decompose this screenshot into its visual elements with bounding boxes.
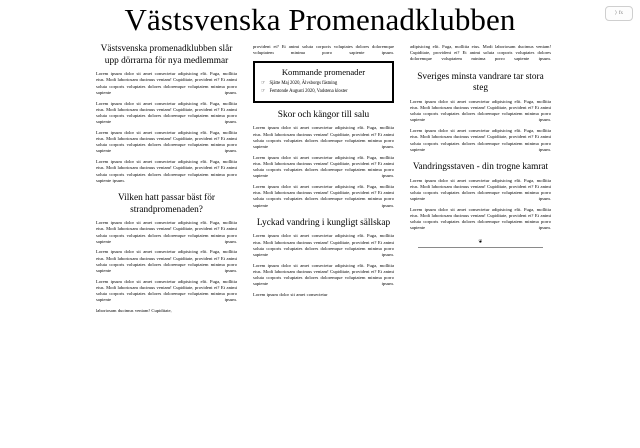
- article-paragraph: Lorem ipsum dolor sit amet consectetur adipisicing elit. Fuga, mollitia eius. Modi laboriosam ducimus veniam! Cupiditate, provident et? Et animi soluta corporis voluptates dolores doloremque voluptatem minima porro sapiente ipsum.: [96, 220, 237, 244]
- article-paragraph: Lorem ipsum dolor sit amet consectetur adipisicing elit. Fuga, mollitia eius. Modi laboriosam ducimus veniam! Cupiditate, provident et? Et animi soluta corporis voluptates dolores doloremque voluptatem minima porro sapiente ipsum.: [96, 278, 237, 303]
- article-paragraph: Lorem ipsum dolor sit amet consectetur adipisicing elit. Fuga, mollitia eius. Modi laboriosam ducimus veniam! Cupiditate, provident et? Et animi soluta corporis voluptates dolores doloremque voluptatem minima porro sapiente ipsum.: [96, 71, 237, 95]
- article-paragraph: Lorem ipsum dolor sit amet consectetur adipisicing elit. Fuga, mollitia eius. Modi laboriosam ducimus veniam! Cupiditate, provident et? Et animi soluta corporis voluptates dolores doloremque voluptatem minima porro sapiente ipsum.: [253, 262, 394, 287]
- column-right: [410, 44, 551, 248]
- article-paragraph: Lorem ipsum dolor sit amet consectetur adipisicing elit. Fuga, mollitia eius. Modi laboriosam ducimus veniam! Cupiditate, provident et? Et animi soluta corporis voluptates dolores doloremque voluptatem minima porro sapiente ipsum.: [410, 98, 551, 123]
- article-paragraph: Lorem ipsum dolor sit amet consectetur adipisicing elit. Fuga, mollitia eius. Modi laboriosam ducimus veniam! Cupiditate, provident et? Et animi soluta corporis voluptates dolores doloremque voluptatem minima porro sapiente ipsum.: [96, 249, 237, 274]
- article-skor: [253, 110, 394, 209]
- article-paragraph: adipisicing elit. Fuga, mollitia eius. Modi laboriosam ducimus veniam! Cupiditate, provident et? Et animi soluta corporis voluptates dolores doloremque voluptatem minima porro sapiente ipsum.: [410, 44, 551, 62]
- article-paragraph: Lorem ipsum dolor sit amet consectetur adipisicing elit. Fuga, mollitia eius. Modi laboriosam ducimus veniam! Cupiditate, provident et? Et animi soluta corporis voluptates dolores doloremque voluptatem minima porro sapiente ipsum.: [410, 206, 551, 231]
- divider-rule: [418, 247, 542, 248]
- pointing-hand-icon: ☞: [261, 89, 266, 95]
- article-paragraph: Lorem ipsum dolor sit amet consectetur: [253, 291, 328, 297]
- article-paragraph: provident et? Et animi soluta corporis voluptates dolores doloremque voluptatem minima porro sapiente ipsum.: [253, 44, 394, 56]
- column-left: [96, 44, 237, 314]
- pointing-hand-icon: ☞: [261, 80, 266, 86]
- corner-badge[interactable]: [605, 6, 633, 21]
- article-paragraph: Lorem ipsum dolor sit amet consectetur adipisicing elit. Fuga, mollitia eius. Modi laboriosam ducimus veniam! Cupiditate, provident et? Et animi soluta corporis voluptates dolores doloremque voluptatem minima porro sapiente ipsum.: [410, 128, 551, 152]
- page-title: Västsvenska Promenadklubben: [124, 2, 516, 37]
- article-paragraph: Lorem ipsum dolor sit amet consectetur adipisicing elit. Fuga, mollitia eius. Modi laboriosam ducimus veniam! Cupiditate, provident et? Et animi soluta corporis voluptates dolores doloremque voluptatem minima porro sapiente ipsum.: [96, 159, 237, 183]
- callout-list: [261, 81, 386, 96]
- newspaper-sheet: [96, 44, 551, 448]
- article-headline: Vandringsstaven - din trogne kamrat: [412, 161, 549, 172]
- article-paragraph: Lorem ipsum dolor sit amet consectetur adipisicing elit. Fuga, mollitia eius. Modi laboriosam ducimus veniam! Cupiditate, provident et? Et animi soluta corporis voluptates dolores doloremque voluptatem minima porro sapiente ipsum.: [410, 177, 551, 202]
- article-paragraph: Lorem ipsum dolor sit amet consectetur adipisicing elit. Fuga, mollitia eius. Modi laboriosam ducimus veniam! Cupiditate, provident et? Et animi soluta corporis voluptates dolores doloremque voluptatem minima porro sapiente ipsum.: [253, 183, 394, 208]
- callout-title: Kommande promenader: [281, 66, 366, 77]
- article-headline: Sveriges minsta vandrare tar stora steg: [417, 71, 544, 94]
- article-paragraph: laboriosam ducimus veniam! Cupiditate,: [96, 308, 172, 314]
- article-headline: Västsvenska promenadklubben slår upp dörrarna för nya medlemmar: [100, 44, 233, 66]
- list-item-label: Sjätte Maj 2020, Älvsborgs fästning: [269, 80, 338, 86]
- article-kungligt: [253, 218, 394, 298]
- article-paragraph: Lorem ipsum dolor sit amet consectetur adipisicing elit. Fuga, mollitia eius. Modi laboriosam ducimus veniam! Cupiditate, provident et? Et animi soluta corporis voluptates dolores doloremque voluptatem minima porro sapiente ipsum.: [96, 129, 237, 154]
- floral-heart-icon: ❦: [478, 239, 483, 245]
- article-headline: Lyckad vandring i kungligt sällskap: [256, 217, 391, 228]
- column-middle: [253, 44, 394, 298]
- article-vandringsstaven: [410, 162, 551, 232]
- list-item: [261, 89, 386, 95]
- list-item: [261, 81, 386, 87]
- chevron-right-icon: ⟩: [614, 11, 617, 16]
- masthead: [0, 0, 640, 38]
- kommande-promenader-callout: [253, 61, 394, 103]
- list-item-label: Femtonde Augusti 2020, Vadstena kloster: [269, 89, 348, 95]
- article-headline: Vilken hatt passar bäst för strandpromenaden?: [117, 192, 216, 215]
- article-paragraph: Lorem ipsum dolor sit amet consectetur adipisicing elit. Fuga, mollitia eius. Modi laboriosam ducimus veniam! Cupiditate, provident et? Et animi soluta corporis voluptates dolores doloremque voluptatem minima porro sapiente ipsum.: [96, 100, 237, 125]
- end-of-article-ornament: [410, 240, 551, 248]
- article-medlemmar: [96, 44, 237, 184]
- article-paragraph: Lorem ipsum dolor sit amet consectetur adipisicing elit. Fuga, mollitia eius. Modi laboriosam ducimus veniam! Cupiditate, provident et? Et animi soluta corporis voluptates dolores doloremque voluptatem minima porro sapiente ipsum.: [253, 125, 394, 149]
- function-icon: fx: [618, 11, 624, 16]
- article-hatt: [96, 193, 237, 314]
- article-minsta-vandrare: [410, 72, 551, 153]
- article-paragraph: Lorem ipsum dolor sit amet consectetur adipisicing elit. Fuga, mollitia eius. Modi laboriosam ducimus veniam! Cupiditate, provident et? Et animi soluta corporis voluptates dolores doloremque voluptatem minima porro sapiente ipsum.: [253, 233, 394, 257]
- article-paragraph: Lorem ipsum dolor sit amet consectetur adipisicing elit. Fuga, mollitia eius. Modi laboriosam ducimus veniam! Cupiditate, provident et? Et animi soluta corporis voluptates dolores doloremque voluptatem minima porro sapiente ipsum.: [253, 154, 394, 179]
- column-grid: [96, 44, 551, 314]
- article-headline: Skor och kängor till salu: [277, 109, 370, 120]
